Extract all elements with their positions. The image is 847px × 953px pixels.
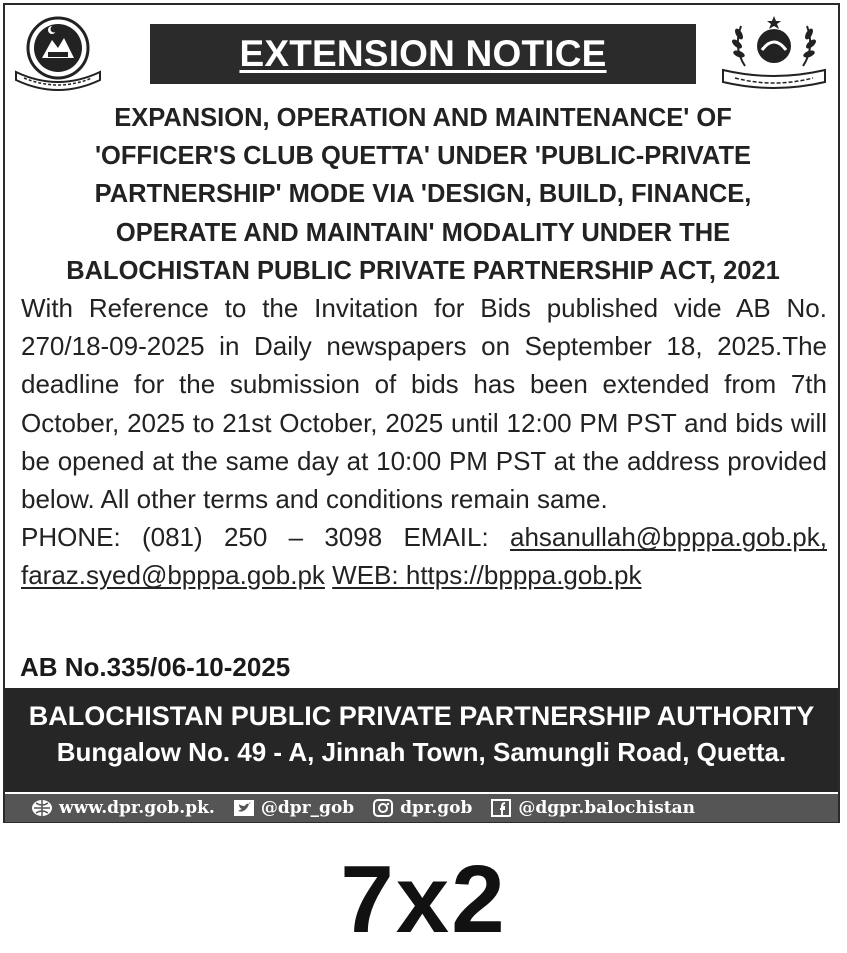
dgpr-emblem-icon [715, 12, 833, 94]
instagram-handle: dpr.gob [400, 798, 473, 818]
balochistan-government-emblem-icon [12, 14, 104, 96]
website-link[interactable]: https://bpppa.gob.pk [405, 560, 642, 591]
facebook-handle: @dgpr.balochistan [518, 798, 696, 818]
notice-title: EXTENSION NOTICE [239, 33, 607, 74]
ab-number: AB No.335/06-10-2025 [20, 652, 291, 682]
instagram-social[interactable] [372, 798, 472, 818]
web-label: WEB: [332, 560, 399, 591]
website-social[interactable] [31, 798, 215, 818]
instagram-icon [372, 799, 394, 817]
heading-line: 'OFFICER'S CLUB QUETTA' UNDER 'PUBLIC-PRIVATE [94, 142, 752, 171]
phone-number: (081) 250 – 3098 [141, 522, 383, 553]
authority-name: BALOCHISTAN PUBLIC PRIVATE PARTNERSHIP AUTHORITY [28, 701, 815, 731]
heading-line: EXPANSION, OPERATION AND MAINTENANCE' OF [114, 104, 732, 132]
ad-size-mark: 7x2 [340, 846, 507, 953]
authority-block [5, 688, 838, 792]
twitter-handle: @dpr_gob [260, 798, 355, 818]
facebook-icon [490, 799, 512, 817]
body-paragraph: With Reference to the Invitation for Bids published vide AB No. 270/18-09-2025 in Daily newspapers on September 18, 2025.The deadline for the submission of bids has been extended from 7th October, 2025 to 21st October, 2025 until 12:00 PM PST and bids will be opened at the same day at 10:00 PM PST at the address provided below. All other terms and conditions remain same. [21, 293, 827, 515]
notice-heading [14, 99, 832, 290]
heading-line: BALOCHISTAN PUBLIC PRIVATE PARTNERSHIP ACT, 2021 [66, 256, 780, 285]
twitter-icon [233, 799, 255, 817]
social-strip [5, 794, 838, 822]
email-label: EMAIL: [403, 522, 489, 553]
email-link-faraz[interactable]: faraz.syed@bpppa.gob.pk [21, 560, 325, 591]
authority-address: Bungalow No. 49 - A, Jinnah Town, Samungli Road, Quetta. [56, 737, 787, 767]
notice-title-bar [150, 24, 696, 84]
email-link-ahsanullah[interactable]: ahsanullah@bpppa.gob.pk, [510, 522, 827, 553]
twitter-social[interactable] [233, 798, 354, 818]
phone-label: PHONE: [21, 522, 121, 553]
facebook-social[interactable] [490, 798, 695, 818]
website-text: www.dpr.gob.pk. [59, 798, 215, 818]
globe-icon [31, 799, 53, 817]
notice-body [21, 289, 827, 595]
heading-line: PARTNERSHIP' MODE VIA 'DESIGN, BUILD, FINANCE, [94, 180, 752, 209]
heading-line: OPERATE AND MAINTAIN' MODALITY UNDER THE [115, 218, 731, 247]
